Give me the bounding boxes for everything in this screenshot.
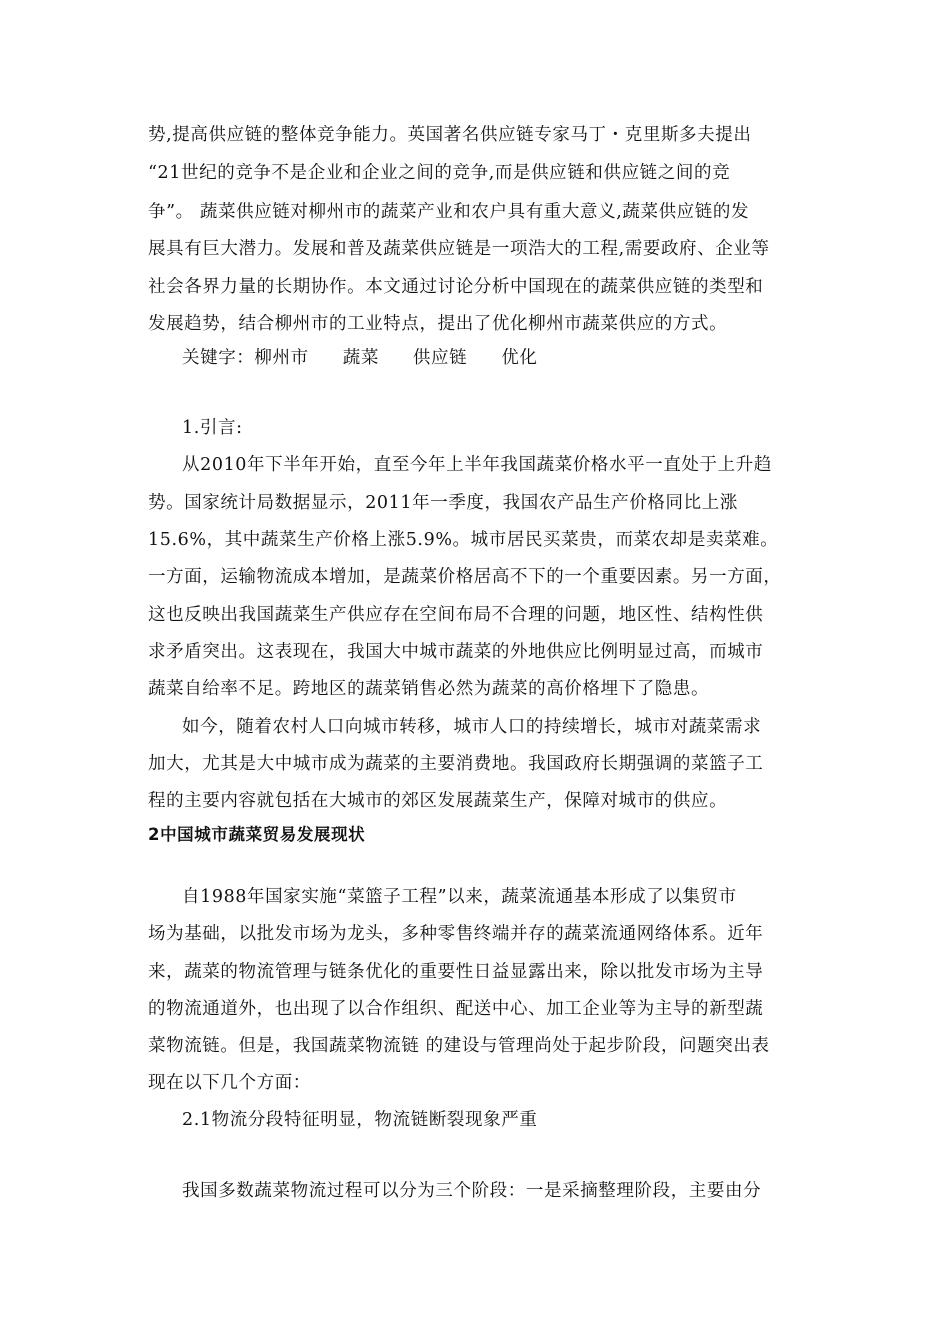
paragraph-line: 从2010年下半年开始，直至今年上半年我国蔬菜价格水平一直处于上升趋 [182, 455, 772, 475]
keyword: 柳州市 [254, 348, 309, 368]
abstract-line: 展具有巨大潜力。发展和普及蔬菜供应链是一项浩大的工程,需要政府、企业等 [148, 239, 770, 259]
keyword: 供应链 [412, 348, 468, 368]
keyword: 蔬菜 [342, 348, 379, 368]
paragraph-line: 这也反映出我国蔬菜生产供应存在空间布局不合理的问题，地区性、结构性供 [148, 605, 764, 625]
keyword: 优化 [501, 348, 538, 368]
paragraph-line: 来，蔬菜的物流管理与链条优化的重要性日益显露出来，除以批发市场为主导 [148, 962, 764, 982]
keywords-line [182, 346, 537, 370]
paragraph-line: 势。国家统计局数据显示，2011年一季度，我国农产品生产价格同比上涨 [148, 493, 738, 513]
paragraph-line: 自1988年国家实施“菜篮子工程”以来，蔬菜流通基本形成了以集贸市 [182, 887, 737, 907]
paragraph-line: 现在以下几个方面： [148, 1073, 311, 1093]
abstract-line: 社会各界力量的长期协作。本文通过讨论分析中国现在的蔬菜供应链的类型和 [148, 277, 764, 297]
abstract-line: 发展趋势，结合柳州市的工业特点，提出了优化柳州市蔬菜供应的方式。 [148, 314, 728, 334]
paragraph-line: 场为基础，以批发市场为龙头，多种零售终端并存的蔬菜流通网络体系。近年 [148, 924, 764, 944]
abstract-line: “21世纪的竞争不是企业和企业之间的竞争,而是供应链和供应链之间的竞 [148, 163, 731, 183]
paragraph-line: 的物流通道外，也出现了以合作组织、配送中心、加工企业等为主导的新型蔬 [148, 999, 764, 1019]
paragraph-line: 如今，随着农村人口向城市转移，城市人口的持续增长，城市对蔬菜需求 [182, 717, 762, 737]
paragraph-line: 菜物流链。但是，我国蔬菜物流链 的建设与管理尚处于起步阶段，问题突出表 [148, 1036, 770, 1056]
abstract-line: 争”。 蔬菜供应链对柳州市的蔬菜产业和农户具有重大意义,蔬菜供应链的发 [148, 202, 750, 222]
paragraph-line: 程的主要内容就包括在大城市的郊区发展蔬菜生产，保障对城市的供应。 [148, 791, 728, 811]
section-heading: 1.引言: [182, 418, 243, 438]
paragraph-line: 一方面，运输物流成本增加，是蔬菜价格居高不下的一个重要因素。另一方面， [148, 567, 782, 587]
paragraph-line: 15.6%，其中蔬菜生产价格上涨5.9%。城市居民买菜贵，而菜农却是卖菜难。 [148, 530, 779, 550]
subsection-heading: 2.1物流分段特征明显，物流链断裂现象严重 [182, 1110, 538, 1130]
section-heading: 2中国城市蔬菜贸易发展现状 [148, 825, 366, 844]
keywords-label: 关键字： [182, 348, 255, 368]
paragraph-line: 我国多数蔬菜物流过程可以分为三个阶段：一是采摘整理阶段，主要由分 [182, 1181, 762, 1201]
paragraph-line: 加大，尤其是大中城市成为蔬菜的主要消费地。我国政府长期强调的菜篮子工 [148, 754, 764, 774]
abstract-line: 势,提高供应链的整体竞争能力。英国著名供应链专家马丁・克里斯多夫提出 [148, 125, 752, 145]
paragraph-line: 蔬菜自给率不足。跨地区的蔬菜销售必然为蔬菜的高价格埋下了隐患。 [148, 679, 710, 699]
paragraph-line: 求矛盾突出。这表现在，我国大中城市蔬菜的外地供应比例明显过高，而城市 [148, 642, 764, 662]
